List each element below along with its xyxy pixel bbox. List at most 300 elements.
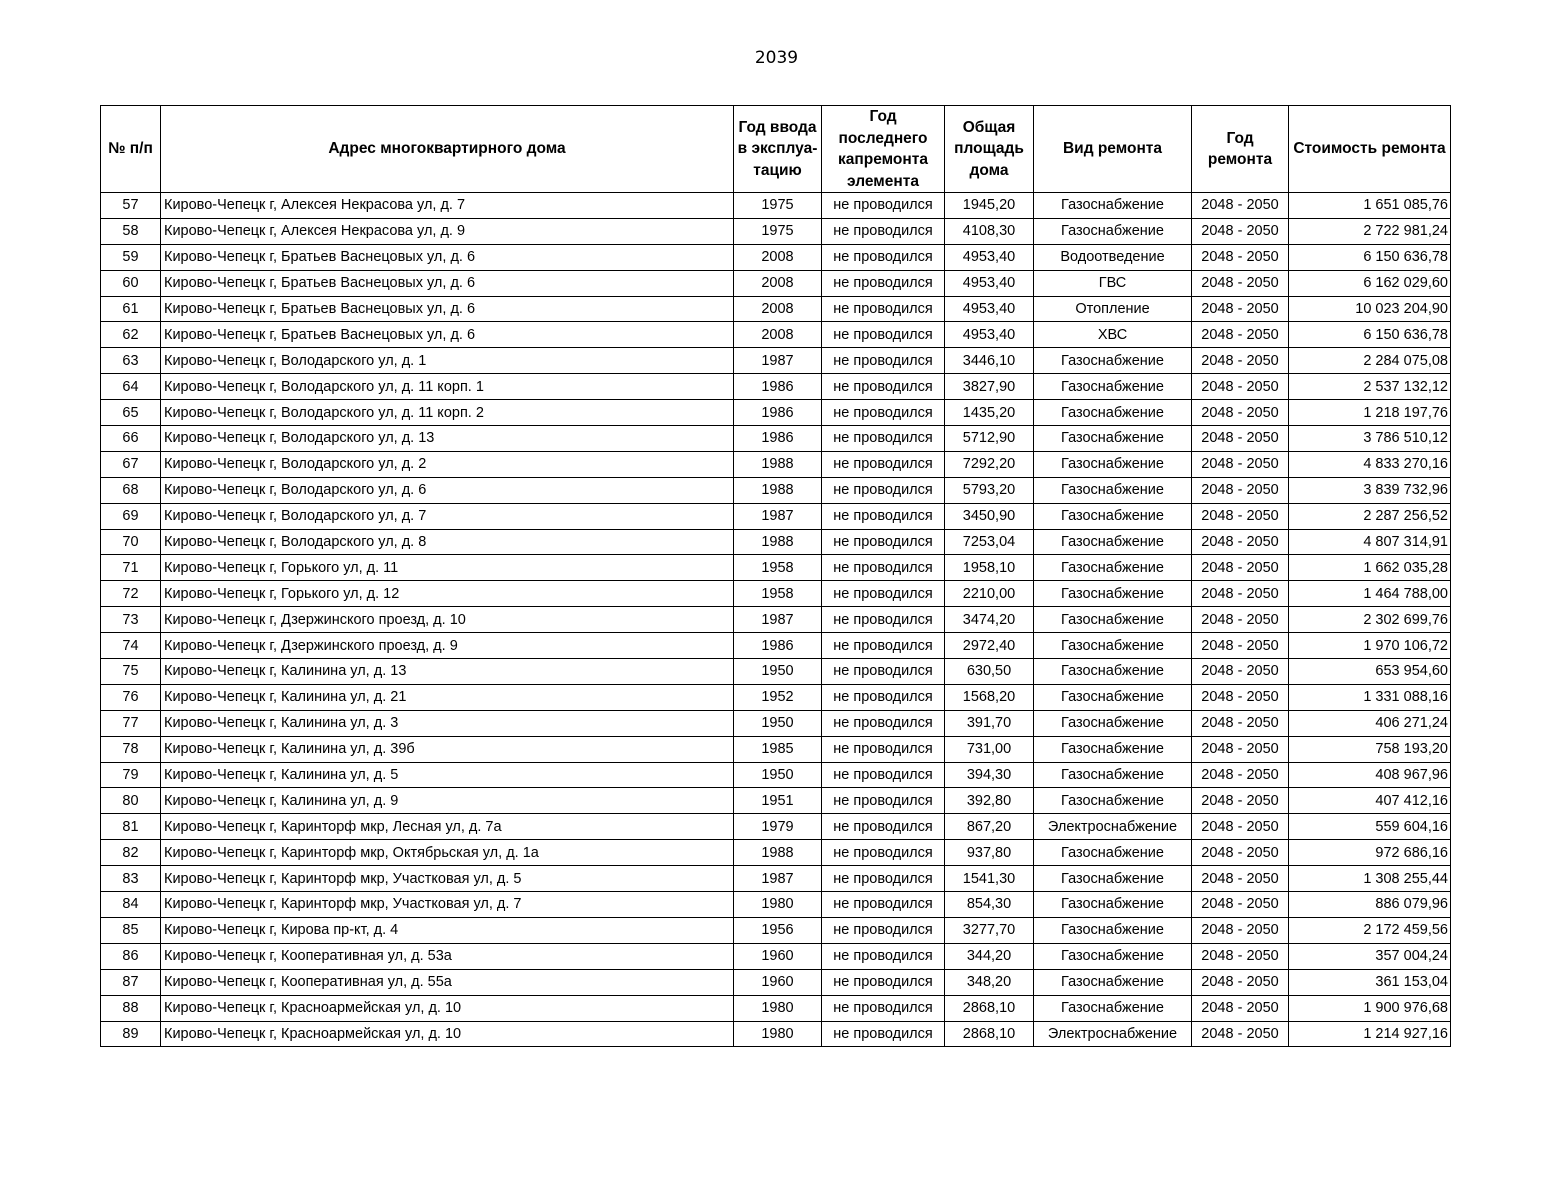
cell-repair-period: 2048 - 2050: [1192, 451, 1289, 477]
table-row: [101, 659, 1451, 685]
cell-address: Кирово-Чепецк г, Кирова пр-кт, д. 4: [161, 917, 734, 943]
cell-last-repair: не проводился: [822, 788, 945, 814]
table-body: [101, 193, 1451, 1047]
cell-repair-type: Газоснабжение: [1034, 840, 1192, 866]
cell-cost: 2 287 256,52: [1289, 503, 1451, 529]
cell-repair-type: Электроснабжение: [1034, 814, 1192, 840]
cell-last-repair: не проводился: [822, 917, 945, 943]
cell-repair-type: Газоснабжение: [1034, 995, 1192, 1021]
table-row: [101, 943, 1451, 969]
table-row: [101, 866, 1451, 892]
cell-area: 854,30: [945, 892, 1034, 918]
cell-year-built: 1980: [734, 1021, 822, 1047]
cell-year-built: 1979: [734, 814, 822, 840]
cell-repair-type: Газоснабжение: [1034, 659, 1192, 685]
cell-address: Кирово-Чепецк г, Володарского ул, д. 1: [161, 348, 734, 374]
cell-year-built: 1986: [734, 426, 822, 452]
cell-last-repair: не проводился: [822, 840, 945, 866]
cell-last-repair: не проводился: [822, 426, 945, 452]
cell-repair-period: 2048 - 2050: [1192, 555, 1289, 581]
cell-cost: 1 331 088,16: [1289, 684, 1451, 710]
cell-area: 3474,20: [945, 607, 1034, 633]
cell-num: 78: [101, 736, 161, 762]
page-number: 2039: [754, 48, 799, 68]
cell-cost: 1 218 197,76: [1289, 400, 1451, 426]
cell-year-built: 1987: [734, 503, 822, 529]
cell-cost: 4 833 270,16: [1289, 451, 1451, 477]
cell-num: 75: [101, 659, 161, 685]
cell-area: 1945,20: [945, 193, 1034, 219]
cell-repair-period: 2048 - 2050: [1192, 400, 1289, 426]
cell-repair-period: 2048 - 2050: [1192, 633, 1289, 659]
cell-address: Кирово-Чепецк г, Володарского ул, д. 11 корп. 1: [161, 374, 734, 400]
cell-year-built: 1986: [734, 633, 822, 659]
cell-address: Кирово-Чепецк г, Горького ул, д. 12: [161, 581, 734, 607]
cell-area: 1958,10: [945, 555, 1034, 581]
cell-repair-period: 2048 - 2050: [1192, 840, 1289, 866]
table-row: [101, 788, 1451, 814]
cell-year-built: 1987: [734, 607, 822, 633]
cell-repair-type: ГВС: [1034, 270, 1192, 296]
cell-repair-period: 2048 - 2050: [1192, 426, 1289, 452]
cell-num: 86: [101, 943, 161, 969]
cell-repair-type: Газоснабжение: [1034, 218, 1192, 244]
cell-year-built: 2008: [734, 296, 822, 322]
cell-year-built: 2008: [734, 244, 822, 270]
cell-repair-period: 2048 - 2050: [1192, 348, 1289, 374]
cell-repair-type: Газоснабжение: [1034, 710, 1192, 736]
cell-year-built: 1980: [734, 995, 822, 1021]
cell-cost: 886 079,96: [1289, 892, 1451, 918]
cell-area: 731,00: [945, 736, 1034, 762]
cell-address: Кирово-Чепецк г, Калинина ул, д. 3: [161, 710, 734, 736]
cell-year-built: 1986: [734, 374, 822, 400]
cell-address: Кирово-Чепецк г, Володарского ул, д. 6: [161, 477, 734, 503]
cell-repair-type: Газоснабжение: [1034, 348, 1192, 374]
cell-last-repair: не проводился: [822, 400, 945, 426]
cell-address: Кирово-Чепецк г, Калинина ул, д. 9: [161, 788, 734, 814]
cell-cost: 1 900 976,68: [1289, 995, 1451, 1021]
cell-address: Кирово-Чепецк г, Кооперативная ул, д. 55а: [161, 969, 734, 995]
cell-last-repair: не проводился: [822, 633, 945, 659]
cell-last-repair: не проводился: [822, 529, 945, 555]
cell-repair-period: 2048 - 2050: [1192, 244, 1289, 270]
cell-repair-period: 2048 - 2050: [1192, 866, 1289, 892]
cell-area: 7253,04: [945, 529, 1034, 555]
cell-repair-period: 2048 - 2050: [1192, 995, 1289, 1021]
cell-num: 64: [101, 374, 161, 400]
table-row: [101, 736, 1451, 762]
cell-last-repair: не проводился: [822, 814, 945, 840]
table-row: [101, 762, 1451, 788]
cell-last-repair: не проводился: [822, 193, 945, 219]
cell-cost: 758 193,20: [1289, 736, 1451, 762]
cell-repair-type: Водоотведение: [1034, 244, 1192, 270]
cell-repair-period: 2048 - 2050: [1192, 218, 1289, 244]
table-row: [101, 684, 1451, 710]
cell-num: 79: [101, 762, 161, 788]
cell-cost: 357 004,24: [1289, 943, 1451, 969]
cell-repair-period: 2048 - 2050: [1192, 710, 1289, 736]
cell-num: 87: [101, 969, 161, 995]
cell-cost: 3 839 732,96: [1289, 477, 1451, 503]
cell-repair-type: Газоснабжение: [1034, 892, 1192, 918]
cell-num: 72: [101, 581, 161, 607]
cell-repair-period: 2048 - 2050: [1192, 529, 1289, 555]
cell-year-built: 1958: [734, 581, 822, 607]
cell-repair-period: 2048 - 2050: [1192, 762, 1289, 788]
cell-last-repair: не проводился: [822, 892, 945, 918]
cell-cost: 2 284 075,08: [1289, 348, 1451, 374]
cell-last-repair: не проводился: [822, 218, 945, 244]
cell-address: Кирово-Чепецк г, Володарского ул, д. 7: [161, 503, 734, 529]
table-row: [101, 218, 1451, 244]
header-address: Адрес многоквартирного дома: [161, 106, 734, 193]
cell-cost: 2 537 132,12: [1289, 374, 1451, 400]
cell-cost: 6 150 636,78: [1289, 322, 1451, 348]
cell-last-repair: не проводился: [822, 244, 945, 270]
cell-area: 348,20: [945, 969, 1034, 995]
table-row: [101, 451, 1451, 477]
cell-cost: 1 651 085,76: [1289, 193, 1451, 219]
cell-cost: 408 967,96: [1289, 762, 1451, 788]
cell-area: 4108,30: [945, 218, 1034, 244]
cell-num: 58: [101, 218, 161, 244]
cell-last-repair: не проводился: [822, 659, 945, 685]
cell-last-repair: не проводился: [822, 503, 945, 529]
table-row: [101, 503, 1451, 529]
table-row: [101, 995, 1451, 1021]
cell-area: 4953,40: [945, 322, 1034, 348]
cell-cost: 4 807 314,91: [1289, 529, 1451, 555]
cell-area: 4953,40: [945, 296, 1034, 322]
cell-repair-period: 2048 - 2050: [1192, 193, 1289, 219]
cell-address: Кирово-Чепецк г, Володарского ул, д. 11 корп. 2: [161, 400, 734, 426]
cell-year-built: 1986: [734, 400, 822, 426]
cell-year-built: 1988: [734, 529, 822, 555]
cell-last-repair: не проводился: [822, 736, 945, 762]
cell-num: 83: [101, 866, 161, 892]
cell-repair-period: 2048 - 2050: [1192, 374, 1289, 400]
cell-last-repair: не проводился: [822, 995, 945, 1021]
table-row: [101, 374, 1451, 400]
cell-num: 61: [101, 296, 161, 322]
cell-area: 630,50: [945, 659, 1034, 685]
cell-address: Кирово-Чепецк г, Алексея Некрасова ул, д. 7: [161, 193, 734, 219]
table-row: [101, 193, 1451, 219]
cell-year-built: 1958: [734, 555, 822, 581]
cell-num: 82: [101, 840, 161, 866]
cell-num: 84: [101, 892, 161, 918]
cell-year-built: 1975: [734, 193, 822, 219]
cell-repair-type: Газоснабжение: [1034, 555, 1192, 581]
header-last-repair: Год последнего капремонта элемента: [822, 106, 945, 193]
cell-last-repair: не проводился: [822, 348, 945, 374]
table-row: [101, 814, 1451, 840]
cell-repair-period: 2048 - 2050: [1192, 943, 1289, 969]
cell-repair-type: Газоснабжение: [1034, 529, 1192, 555]
cell-repair-type: Газоснабжение: [1034, 193, 1192, 219]
cell-area: 2868,10: [945, 1021, 1034, 1047]
cell-repair-type: Электроснабжение: [1034, 1021, 1192, 1047]
cell-area: 2972,40: [945, 633, 1034, 659]
cell-cost: 1 662 035,28: [1289, 555, 1451, 581]
cell-address: Кирово-Чепецк г, Калинина ул, д. 13: [161, 659, 734, 685]
cell-address: Кирово-Чепецк г, Дзержинского проезд, д. 9: [161, 633, 734, 659]
cell-last-repair: не проводился: [822, 296, 945, 322]
cell-area: 4953,40: [945, 244, 1034, 270]
cell-address: Кирово-Чепецк г, Каринторф мкр, Участковая ул, д. 5: [161, 866, 734, 892]
cell-num: 66: [101, 426, 161, 452]
table-row: [101, 296, 1451, 322]
table-row: [101, 607, 1451, 633]
cell-last-repair: не проводился: [822, 866, 945, 892]
table-row: [101, 322, 1451, 348]
cell-address: Кирово-Чепецк г, Красноармейская ул, д. 10: [161, 1021, 734, 1047]
cell-year-built: 1988: [734, 451, 822, 477]
cell-year-built: 1950: [734, 659, 822, 685]
cell-area: 7292,20: [945, 451, 1034, 477]
cell-num: 85: [101, 917, 161, 943]
cell-cost: 1 970 106,72: [1289, 633, 1451, 659]
table-row: [101, 969, 1451, 995]
cell-repair-period: 2048 - 2050: [1192, 659, 1289, 685]
cell-cost: 2 302 699,76: [1289, 607, 1451, 633]
cell-repair-type: Газоснабжение: [1034, 969, 1192, 995]
cell-repair-type: Газоснабжение: [1034, 633, 1192, 659]
cell-area: 3277,70: [945, 917, 1034, 943]
cell-area: 344,20: [945, 943, 1034, 969]
cell-num: 70: [101, 529, 161, 555]
table-row: [101, 1021, 1451, 1047]
cell-num: 80: [101, 788, 161, 814]
cell-repair-period: 2048 - 2050: [1192, 477, 1289, 503]
cell-last-repair: не проводился: [822, 477, 945, 503]
table-row: [101, 244, 1451, 270]
cell-area: 937,80: [945, 840, 1034, 866]
cell-cost: 406 271,24: [1289, 710, 1451, 736]
cell-repair-period: 2048 - 2050: [1192, 917, 1289, 943]
cell-repair-type: Газоснабжение: [1034, 736, 1192, 762]
cell-repair-type: Газоснабжение: [1034, 684, 1192, 710]
cell-year-built: 1980: [734, 892, 822, 918]
cell-address: Кирово-Чепецк г, Володарского ул, д. 8: [161, 529, 734, 555]
cell-year-built: 1952: [734, 684, 822, 710]
cell-num: 77: [101, 710, 161, 736]
cell-num: 63: [101, 348, 161, 374]
cell-repair-type: Газоснабжение: [1034, 917, 1192, 943]
cell-num: 89: [101, 1021, 161, 1047]
table-row: [101, 529, 1451, 555]
cell-num: 60: [101, 270, 161, 296]
cell-cost: 407 412,16: [1289, 788, 1451, 814]
cell-area: 2210,00: [945, 581, 1034, 607]
header-cost: Стоимость ремонта: [1289, 106, 1451, 193]
cell-repair-period: 2048 - 2050: [1192, 736, 1289, 762]
header-area: Общая площадь дома: [945, 106, 1034, 193]
cell-repair-type: Газоснабжение: [1034, 581, 1192, 607]
cell-cost: 3 786 510,12: [1289, 426, 1451, 452]
cell-repair-period: 2048 - 2050: [1192, 788, 1289, 814]
cell-year-built: 1956: [734, 917, 822, 943]
cell-area: 1568,20: [945, 684, 1034, 710]
cell-repair-type: ХВС: [1034, 322, 1192, 348]
cell-area: 5793,20: [945, 477, 1034, 503]
table-row: [101, 581, 1451, 607]
cell-num: 59: [101, 244, 161, 270]
repair-schedule-table: [100, 105, 1451, 1047]
cell-last-repair: не проводился: [822, 607, 945, 633]
cell-last-repair: не проводился: [822, 762, 945, 788]
cell-cost: 1 214 927,16: [1289, 1021, 1451, 1047]
table-row: [101, 270, 1451, 296]
cell-num: 76: [101, 684, 161, 710]
cell-repair-type: Газоснабжение: [1034, 866, 1192, 892]
table-row: [101, 555, 1451, 581]
cell-cost: 972 686,16: [1289, 840, 1451, 866]
cell-area: 5712,90: [945, 426, 1034, 452]
cell-last-repair: не проводился: [822, 710, 945, 736]
cell-area: 4953,40: [945, 270, 1034, 296]
cell-repair-type: Газоснабжение: [1034, 503, 1192, 529]
cell-address: Кирово-Чепецк г, Каринторф мкр, Октябрьская ул, д. 1а: [161, 840, 734, 866]
cell-address: Кирово-Чепецк г, Калинина ул, д. 39б: [161, 736, 734, 762]
cell-address: Кирово-Чепецк г, Володарского ул, д. 13: [161, 426, 734, 452]
cell-address: Кирово-Чепецк г, Каринторф мкр, Участковая ул, д. 7: [161, 892, 734, 918]
cell-area: 3446,10: [945, 348, 1034, 374]
cell-year-built: 1960: [734, 943, 822, 969]
cell-area: 867,20: [945, 814, 1034, 840]
cell-cost: 559 604,16: [1289, 814, 1451, 840]
cell-address: Кирово-Чепецк г, Красноармейская ул, д. 10: [161, 995, 734, 1021]
table-row: [101, 917, 1451, 943]
cell-address: Кирово-Чепецк г, Калинина ул, д. 21: [161, 684, 734, 710]
table-row: [101, 710, 1451, 736]
cell-repair-type: Газоснабжение: [1034, 788, 1192, 814]
cell-repair-period: 2048 - 2050: [1192, 969, 1289, 995]
table-row: [101, 426, 1451, 452]
cell-num: 74: [101, 633, 161, 659]
cell-repair-type: Газоснабжение: [1034, 451, 1192, 477]
cell-year-built: 1987: [734, 348, 822, 374]
cell-repair-period: 2048 - 2050: [1192, 892, 1289, 918]
header-repair-type: Вид ремонта: [1034, 106, 1192, 193]
cell-year-built: 2008: [734, 270, 822, 296]
cell-address: Кирово-Чепецк г, Братьев Васнецовых ул, д. 6: [161, 244, 734, 270]
cell-num: 65: [101, 400, 161, 426]
cell-year-built: 1951: [734, 788, 822, 814]
cell-address: Кирово-Чепецк г, Братьев Васнецовых ул, д. 6: [161, 296, 734, 322]
cell-address: Кирово-Чепецк г, Дзержинского проезд, д. 10: [161, 607, 734, 633]
cell-cost: 653 954,60: [1289, 659, 1451, 685]
cell-address: Кирово-Чепецк г, Калинина ул, д. 5: [161, 762, 734, 788]
cell-last-repair: не проводился: [822, 555, 945, 581]
cell-address: Кирово-Чепецк г, Братьев Васнецовых ул, д. 6: [161, 270, 734, 296]
cell-year-built: 1985: [734, 736, 822, 762]
cell-repair-type: Отопление: [1034, 296, 1192, 322]
cell-cost: 6 162 029,60: [1289, 270, 1451, 296]
cell-cost: 1 308 255,44: [1289, 866, 1451, 892]
cell-area: 1541,30: [945, 866, 1034, 892]
cell-repair-type: Газоснабжение: [1034, 477, 1192, 503]
cell-area: 392,80: [945, 788, 1034, 814]
table-row: [101, 348, 1451, 374]
cell-repair-period: 2048 - 2050: [1192, 684, 1289, 710]
cell-area: 3450,90: [945, 503, 1034, 529]
cell-year-built: 1987: [734, 866, 822, 892]
cell-num: 67: [101, 451, 161, 477]
cell-last-repair: не проводился: [822, 374, 945, 400]
cell-num: 73: [101, 607, 161, 633]
cell-repair-period: 2048 - 2050: [1192, 1021, 1289, 1047]
cell-cost: 6 150 636,78: [1289, 244, 1451, 270]
cell-repair-type: Газоснабжение: [1034, 943, 1192, 969]
cell-num: 68: [101, 477, 161, 503]
cell-repair-period: 2048 - 2050: [1192, 322, 1289, 348]
cell-cost: 361 153,04: [1289, 969, 1451, 995]
cell-year-built: 1988: [734, 840, 822, 866]
cell-num: 81: [101, 814, 161, 840]
table-row: [101, 477, 1451, 503]
cell-address: Кирово-Чепецк г, Каринторф мкр, Лесная ул, д. 7а: [161, 814, 734, 840]
cell-cost: 1 464 788,00: [1289, 581, 1451, 607]
cell-repair-period: 2048 - 2050: [1192, 581, 1289, 607]
table-row: [101, 892, 1451, 918]
cell-year-built: 1950: [734, 710, 822, 736]
cell-cost: 10 023 204,90: [1289, 296, 1451, 322]
cell-num: 57: [101, 193, 161, 219]
cell-address: Кирово-Чепецк г, Володарского ул, д. 2: [161, 451, 734, 477]
table-row: [101, 840, 1451, 866]
cell-area: 394,30: [945, 762, 1034, 788]
table-row: [101, 400, 1451, 426]
header-num: № п/п: [101, 106, 161, 193]
cell-num: 88: [101, 995, 161, 1021]
cell-last-repair: не проводился: [822, 581, 945, 607]
cell-repair-type: Газоснабжение: [1034, 426, 1192, 452]
cell-cost: 2 172 459,56: [1289, 917, 1451, 943]
cell-repair-type: Газоснабжение: [1034, 400, 1192, 426]
cell-last-repair: не проводился: [822, 684, 945, 710]
cell-repair-period: 2048 - 2050: [1192, 814, 1289, 840]
cell-area: 391,70: [945, 710, 1034, 736]
cell-address: Кирово-Чепецк г, Кооперативная ул, д. 53а: [161, 943, 734, 969]
cell-last-repair: не проводился: [822, 451, 945, 477]
cell-year-built: 1988: [734, 477, 822, 503]
table-header-row: [101, 106, 1451, 193]
cell-repair-type: Газоснабжение: [1034, 374, 1192, 400]
table-row: [101, 633, 1451, 659]
cell-area: 1435,20: [945, 400, 1034, 426]
cell-address: Кирово-Чепецк г, Братьев Васнецовых ул, д. 6: [161, 322, 734, 348]
header-repair-year: Год ремонта: [1192, 106, 1289, 193]
cell-year-built: 1975: [734, 218, 822, 244]
cell-last-repair: не проводился: [822, 322, 945, 348]
cell-area: 3827,90: [945, 374, 1034, 400]
cell-year-built: 1950: [734, 762, 822, 788]
cell-num: 69: [101, 503, 161, 529]
cell-repair-period: 2048 - 2050: [1192, 296, 1289, 322]
cell-num: 62: [101, 322, 161, 348]
cell-cost: 2 722 981,24: [1289, 218, 1451, 244]
cell-address: Кирово-Чепецк г, Горького ул, д. 11: [161, 555, 734, 581]
cell-repair-type: Газоснабжение: [1034, 607, 1192, 633]
cell-last-repair: не проводился: [822, 1021, 945, 1047]
cell-area: 2868,10: [945, 995, 1034, 1021]
cell-num: 71: [101, 555, 161, 581]
cell-last-repair: не проводился: [822, 270, 945, 296]
cell-repair-period: 2048 - 2050: [1192, 503, 1289, 529]
